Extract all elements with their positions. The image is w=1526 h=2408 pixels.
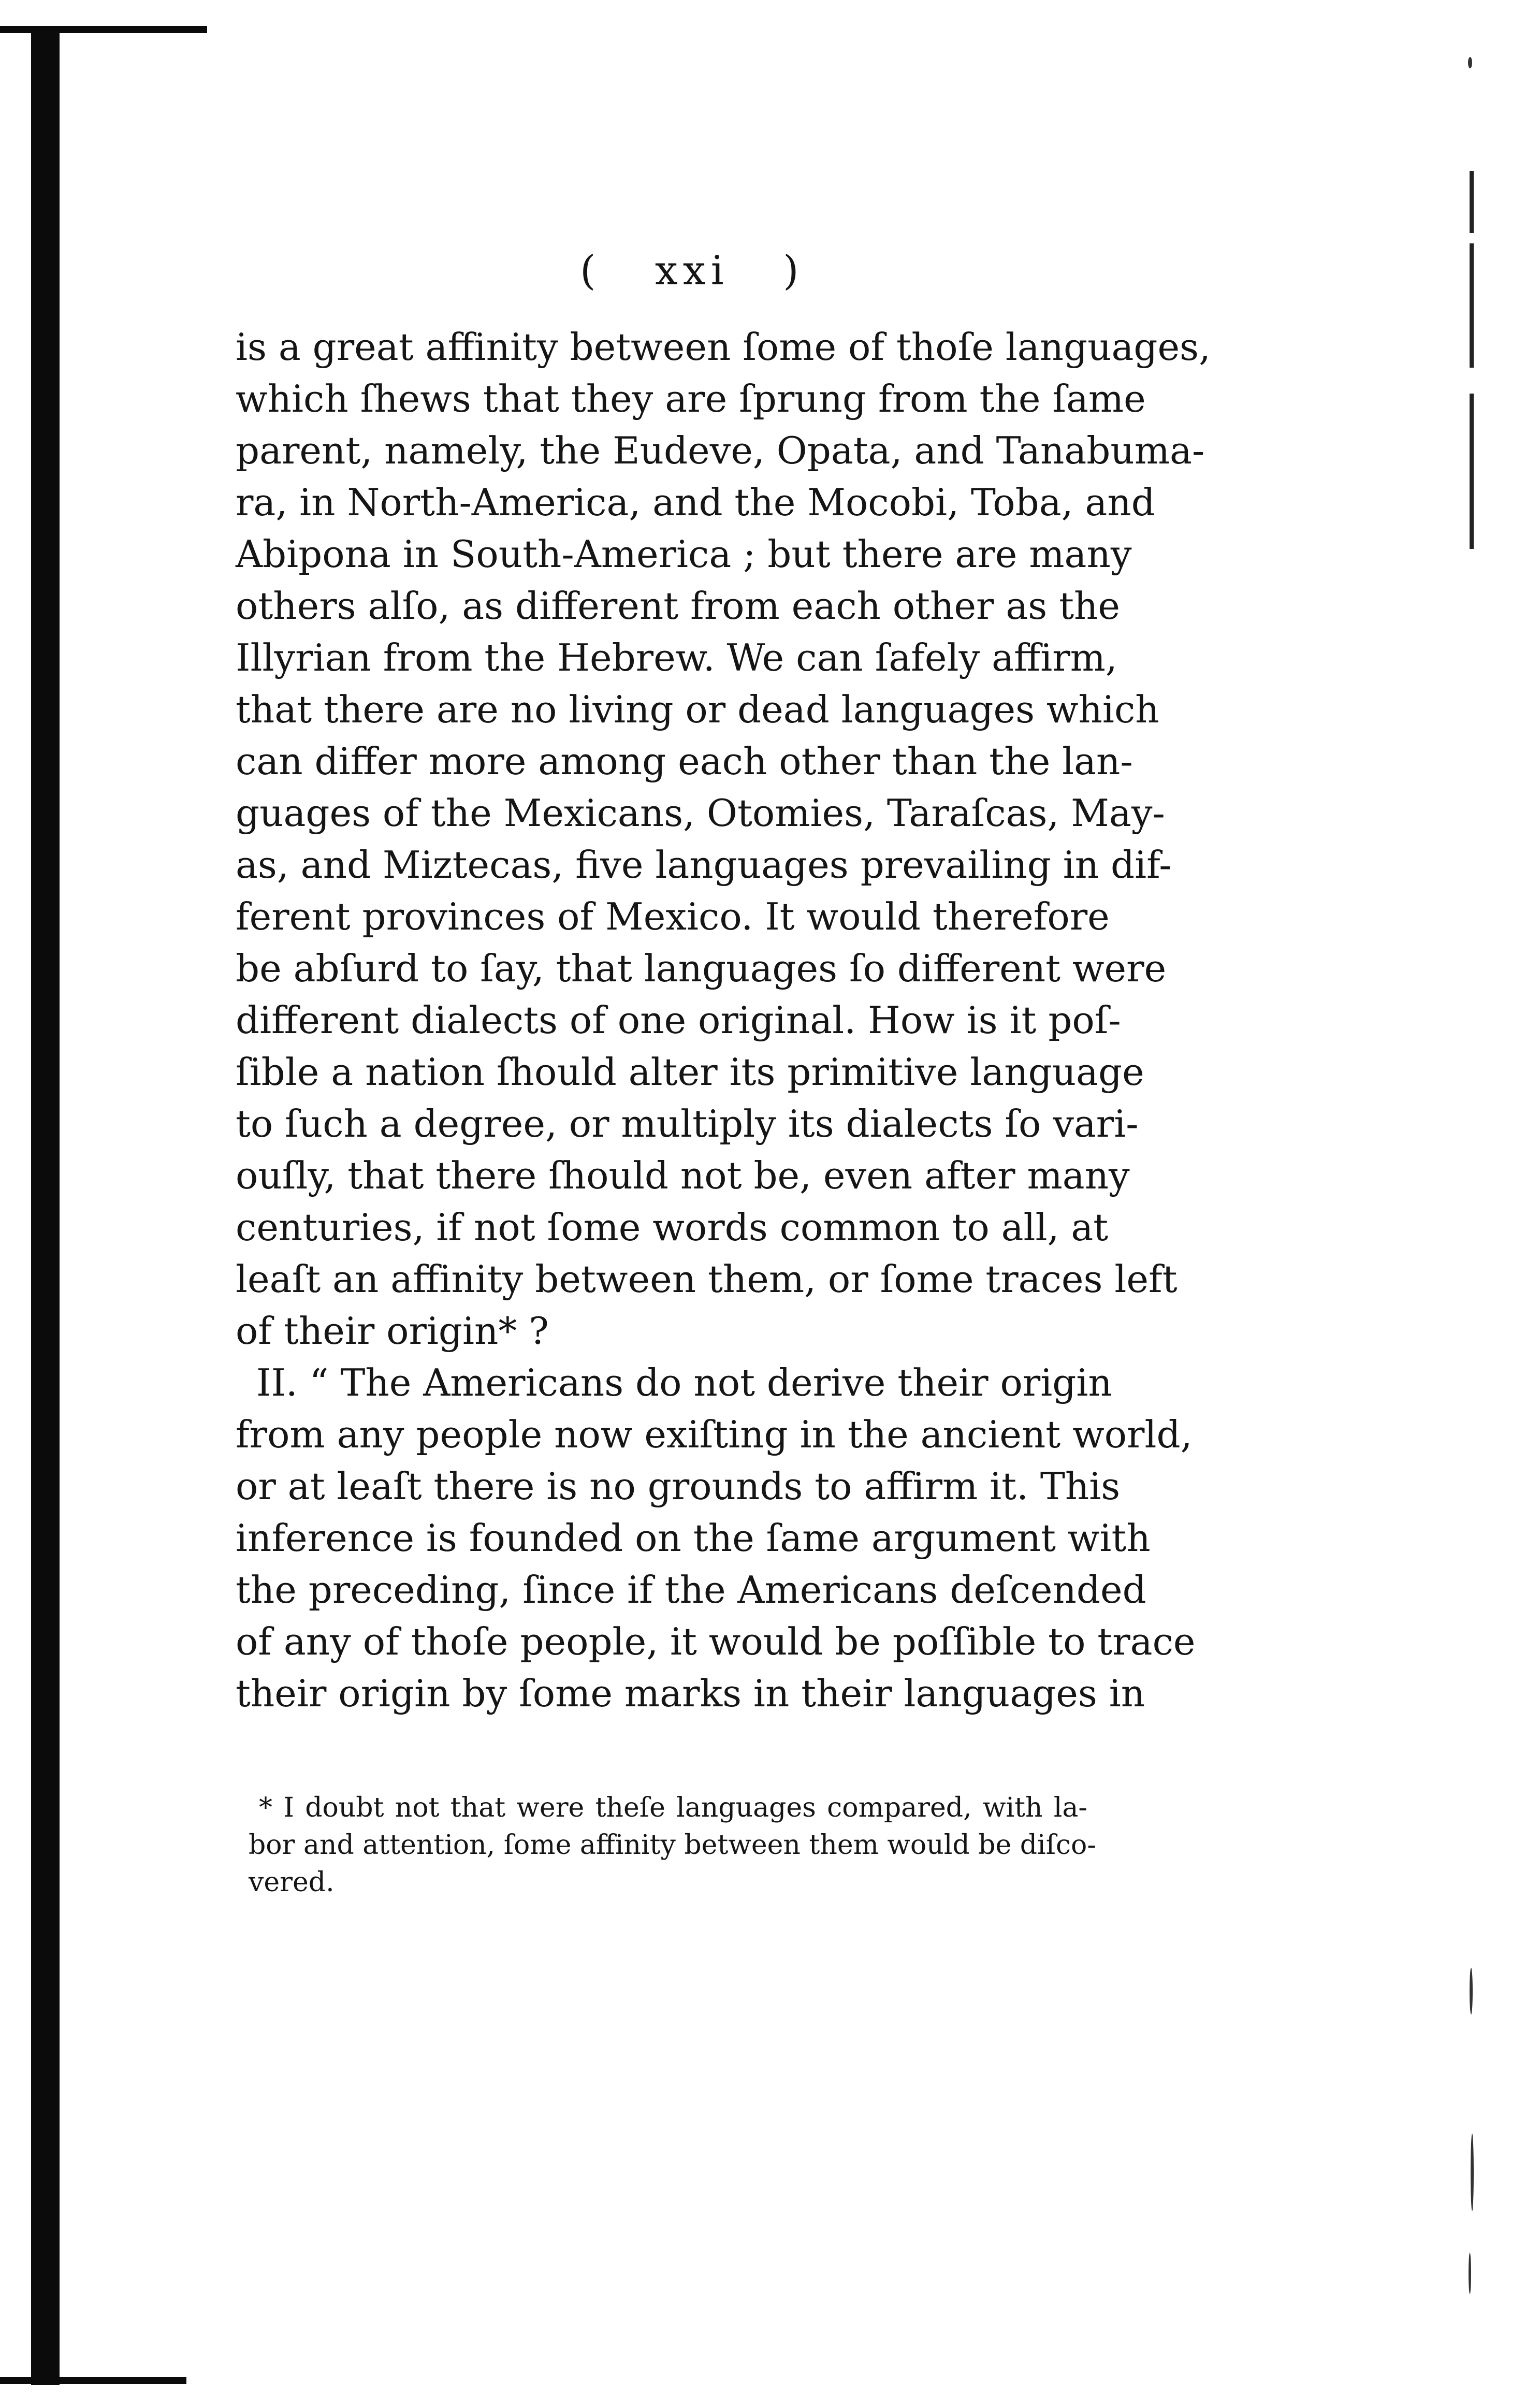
text-line: of any of thoſe people, it would be poſſible to trace — [236, 1620, 1196, 1663]
text-line: which ſhews that they are ſprung from the ſame — [236, 377, 1146, 420]
text-line: others alſo, as different from each other as the — [236, 584, 1121, 628]
footnote-line: * I doubt not that were theſe languages compared, with la- — [259, 1792, 1087, 1823]
text-line: from any people now exiſting in the ancient world, — [236, 1413, 1193, 1456]
text-line: guages of the Mexicans, Otomies, Taraſcas, May- — [236, 791, 1165, 835]
text-line: Abipona in South-America ; but there are many — [236, 532, 1132, 576]
text-line: of their origin* ? — [236, 1309, 549, 1353]
text-line: leaſt an affinity between them, or ſome traces left — [236, 1257, 1178, 1301]
text-line: their origin by ſome marks in their languages in — [236, 1672, 1145, 1715]
scan-edge-right — [1470, 243, 1474, 368]
text-line: ferent provinces of Mexico. It would therefore — [236, 895, 1110, 938]
text-line: ouſly, that there ſhould not be, even after many — [236, 1154, 1130, 1197]
text-line: the preceding, ſince if the Americans deſcended — [236, 1568, 1146, 1612]
text-line: be abſurd to ſay, that languages ſo different were — [236, 947, 1167, 990]
text-line: parent, namely, the Eudeve, Opata, and Tanabuma- — [236, 429, 1205, 472]
scan-edge-bottom — [0, 2377, 186, 2384]
text-line: as, and Miztecas, five languages prevailing in dif- — [236, 843, 1172, 887]
running-head: ( xxi ) — [580, 248, 804, 294]
body-text — [236, 321, 1211, 1719]
footnote — [249, 1789, 1096, 1901]
text-line: II. “ The Americans do not derive their origin — [256, 1361, 1112, 1404]
text-line: ſible a nation ſhould alter its primitive language — [236, 1050, 1144, 1094]
scan-edge-left — [31, 28, 60, 2385]
scan-speck — [1471, 2134, 1474, 2211]
text-line: that there are no living or dead languages which — [236, 688, 1159, 731]
footnote-line: bor and attention, ſome affinity between them would be diſco- — [249, 1830, 1096, 1861]
text-line: inference is founded on the ſame argument with — [236, 1516, 1151, 1560]
text-line: or at leaſt there is no grounds to affirm it. This — [236, 1464, 1121, 1508]
scan-speck — [1468, 57, 1472, 68]
text-line: different dialects of one original. How is it poſ- — [236, 998, 1121, 1042]
footnote-line: vered. — [249, 1867, 335, 1898]
scan-edge-right — [1470, 171, 1474, 233]
text-line: centuries, if not ſome words common to all, at — [236, 1206, 1109, 1249]
text-line: ra, in North-America, and the Mocobi, Toba, and — [236, 481, 1155, 524]
scan-edge-right — [1470, 394, 1474, 549]
scan-speck — [1469, 2253, 1471, 2294]
scan-speck — [1470, 1968, 1473, 2014]
text-line: is a great affinity between ſome of thoſe languages, — [236, 325, 1211, 369]
text-line: can differ more among each other than the lan- — [236, 739, 1133, 783]
text-line: Illyrian from the Hebrew. We can ſafely affirm, — [236, 636, 1117, 679]
text-line: to ſuch a degree, or multiply its dialects ſo vari- — [236, 1102, 1139, 1145]
